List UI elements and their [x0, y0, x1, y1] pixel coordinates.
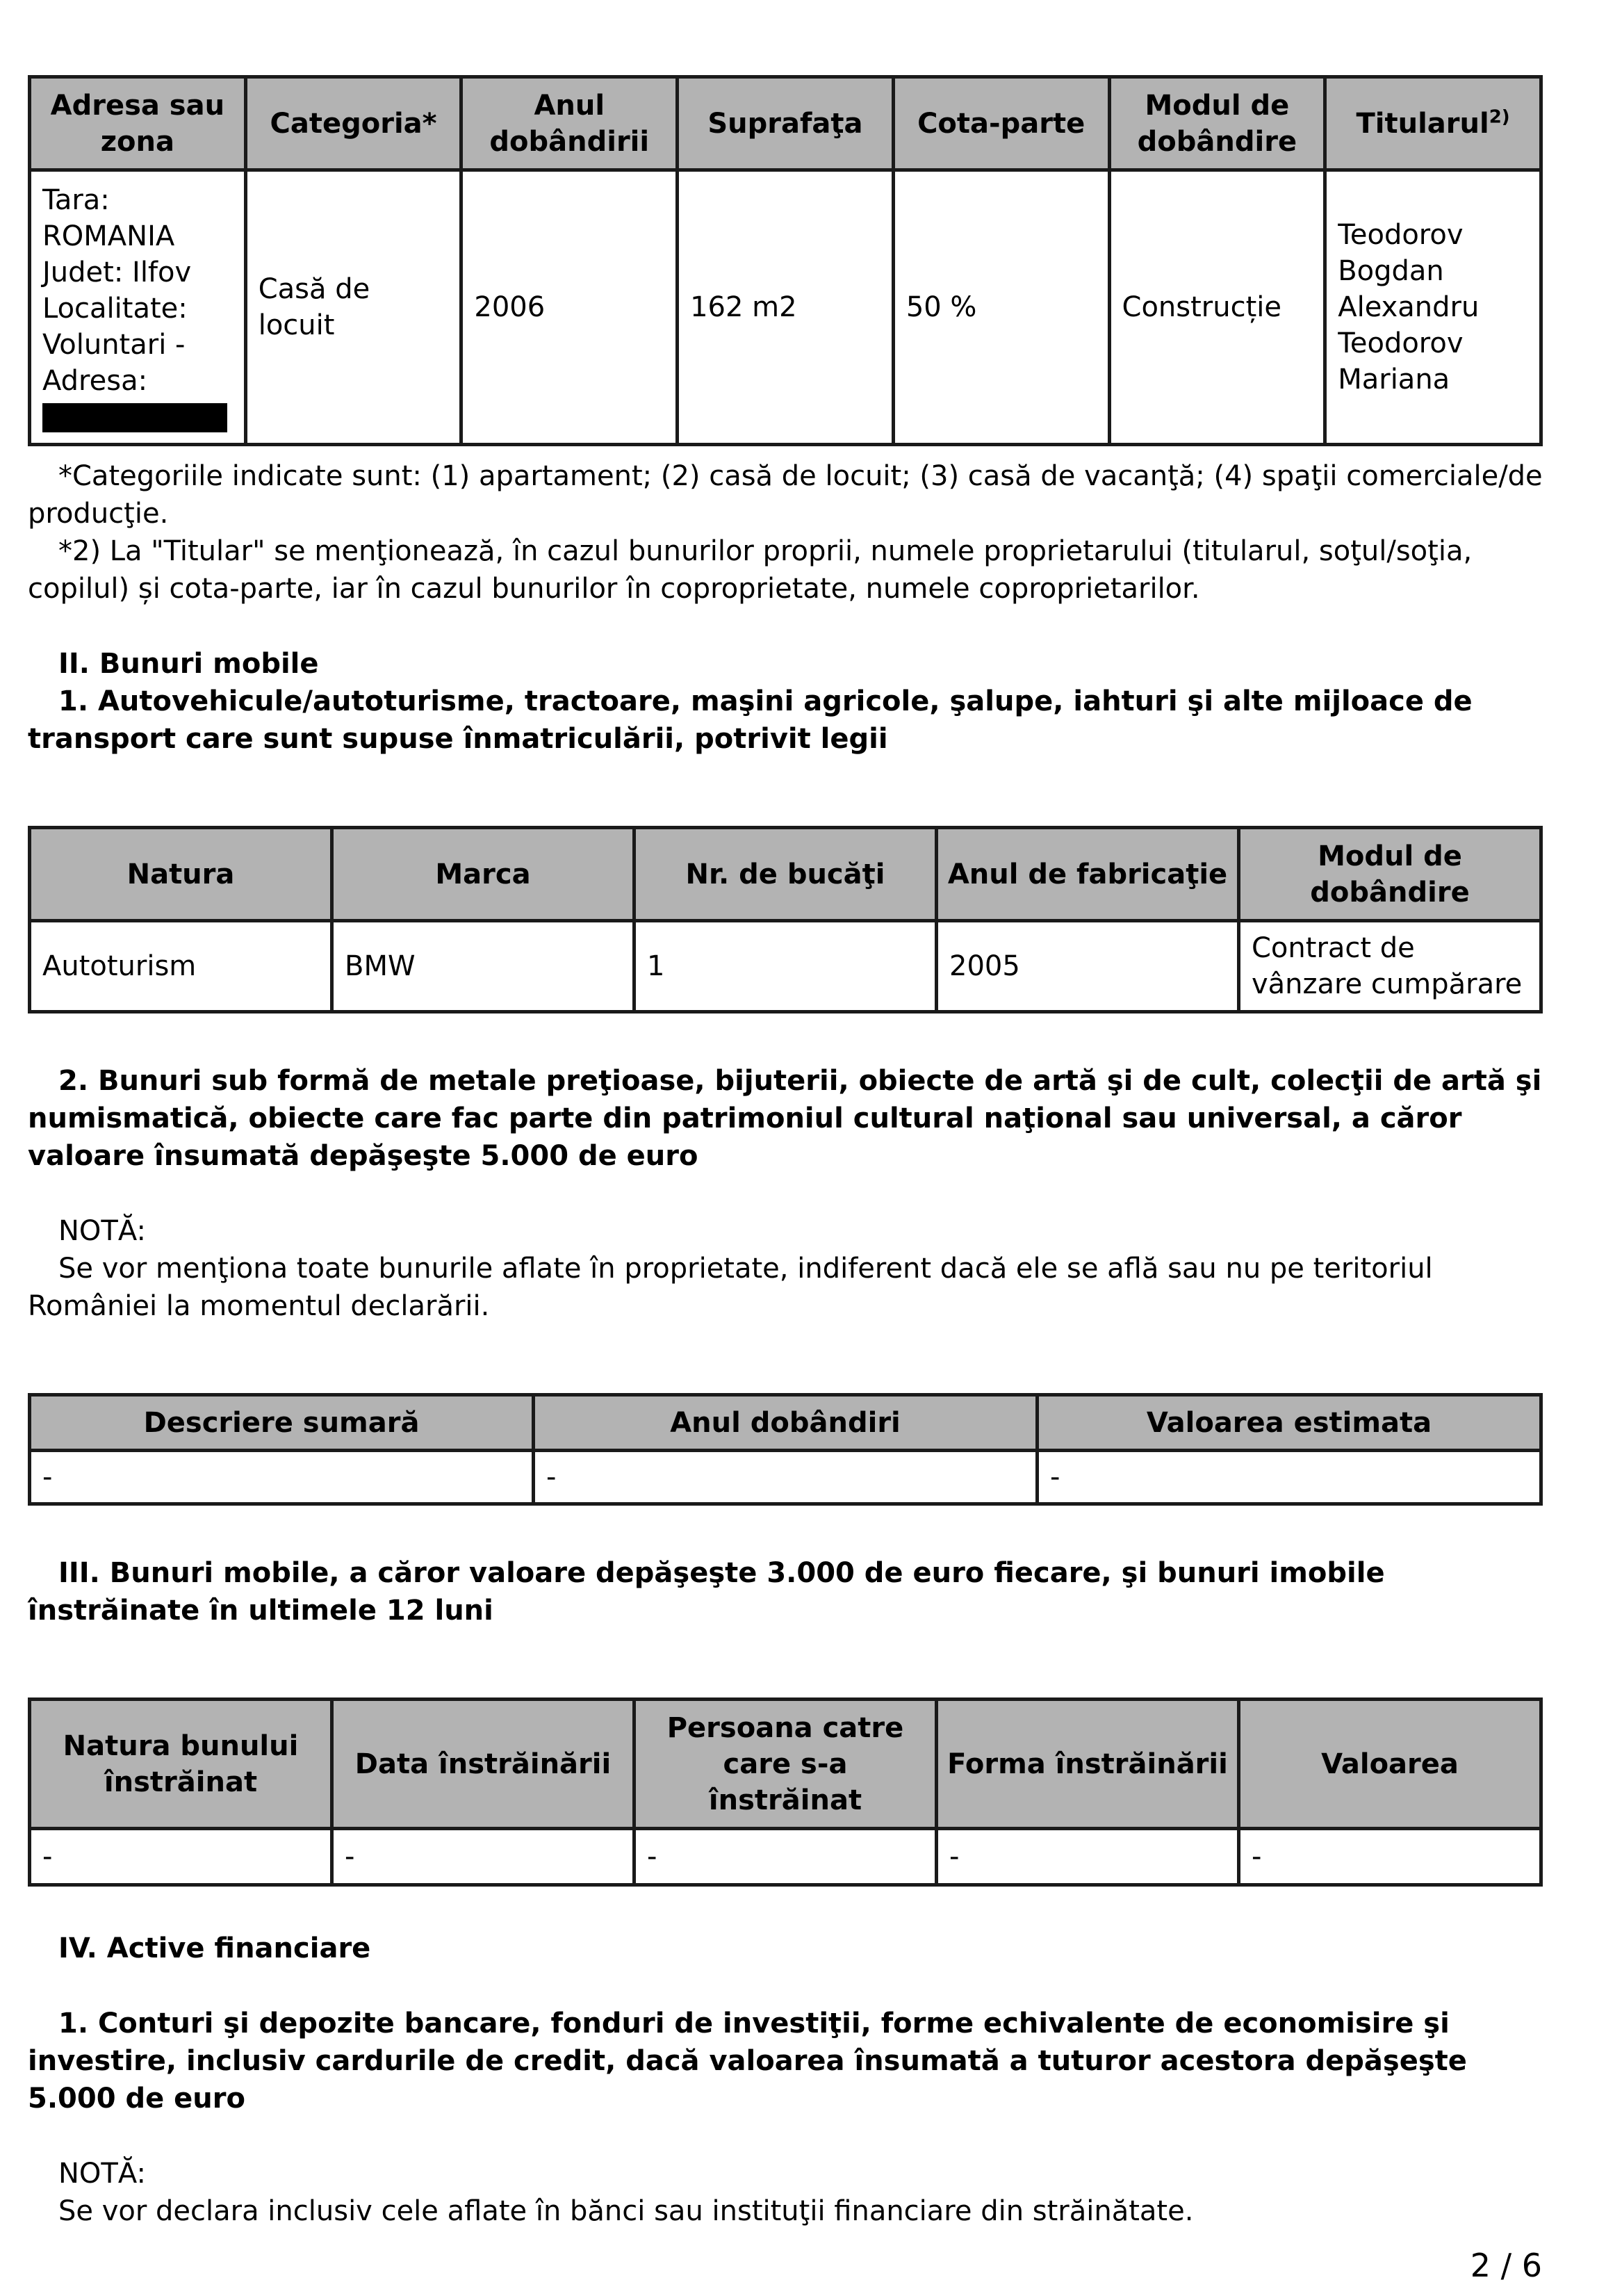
- cell-valoarea: -: [1239, 1829, 1541, 1885]
- header-natura: Natura: [30, 828, 332, 921]
- header-natura-bunului: Natura bunului înstrăinat: [30, 1700, 332, 1829]
- note-categorii: *Categoriile indicate sunt: (1) apartament; (2) casă de locuit; (3) casă de vacanţă; (4) spaţii comerciale/de producţie.: [28, 460, 1543, 530]
- header-categoria: Categoria*: [245, 77, 461, 170]
- property-table: [28, 75, 1543, 446]
- section-ii-sub2: 2. Bunuri sub formă de metale preţioase, bijuterii, obiecte de artă şi de cult, colecţii de artă şi numismatică, obiecte care fac parte din patrimoniul cultural naţional sau universal, a căror valoare însumată depăşeşte 5.000 de euro: [28, 1065, 1542, 1172]
- address-line: Judet: Ilfov: [42, 257, 192, 288]
- valuables-table: [28, 1393, 1543, 1506]
- header-anul-fabricatie: Anul de fabricaţie: [937, 828, 1239, 921]
- section-iv-title: IV. Active financiare: [58, 1932, 371, 1964]
- cell-anul: 2006: [461, 170, 678, 445]
- cell-valoarea-estimata: -: [1038, 1451, 1541, 1504]
- header-data-instrainarii: Data înstrăinării: [332, 1700, 634, 1829]
- cell-titular: [1325, 170, 1541, 445]
- header-modul-dobandire: Modul de dobândire: [1239, 828, 1541, 921]
- header-anul-dobandiri: Anul dobândiri: [534, 1395, 1038, 1451]
- titular-line: Mariana: [1338, 364, 1450, 396]
- header-marca: Marca: [332, 828, 634, 921]
- header-forma: Forma înstrăinării: [937, 1700, 1239, 1829]
- section-ii-sub1: 1. Autovehicule/autoturisme, tractoare, maşini agricole, şalupe, iahturi şi alte mijloace de transport care sunt supuse înmatriculării, potrivit legii: [28, 685, 1473, 755]
- nota-text: Se vor declara inclusiv cele aflate în bănci sau instituţii financiare din străinătate.: [58, 2195, 1194, 2227]
- note-titular: *2) La "Titular" se menţionează, în cazul bunurilor proprii, numele proprietarului (titularul, soţul/soţia, copilul) și cota-parte, iar în cazul bunurilor în coproprietate, numele coproprietarilor.: [28, 535, 1473, 605]
- section-iii-title: III. Bunuri mobile, a căror valoare depăşeşte 3.000 de euro fiecare, şi bunuri imobile înstrăinate în ultimele 12 luni: [28, 1557, 1385, 1627]
- header-adresa: Adresa sau zona: [30, 77, 246, 170]
- section-iv-sub1: 1. Conturi şi depozite bancare, fonduri de investiţii, forme echivalente de economisire şi investire, inclusiv cardurile de credit, dacă valoarea însumată a tuturor acestora depăşeşte 5.000 de euro: [28, 2008, 1467, 2115]
- cell-suprafata: 162 m2: [678, 170, 894, 445]
- document-page: [28, 75, 1543, 2230]
- table-row: [30, 1451, 1541, 1504]
- address-line: Adresa:: [42, 365, 148, 397]
- cell-descriere: -: [30, 1451, 534, 1504]
- header-persoana: Persoana catre care s-a înstrăinat: [634, 1700, 937, 1829]
- header-descriere: Descriere sumară: [30, 1395, 534, 1451]
- nota-label: NOTĂ:: [58, 1215, 146, 1247]
- header-suprafata: Suprafaţa: [678, 77, 894, 170]
- header-valoarea-estimata: Valoarea estimata: [1038, 1395, 1541, 1451]
- address-line: Tara:: [42, 184, 110, 216]
- alienated-table: [28, 1697, 1543, 1887]
- cell-cota: 50 %: [893, 170, 1109, 445]
- cell-anul-dobandiri: -: [534, 1451, 1038, 1504]
- cell-data-instrainarii: -: [332, 1829, 634, 1885]
- header-titular: [1325, 77, 1541, 170]
- nota-text: Se vor menţiona toate bunurile aflate în proprietate, indiferent dacă ele se află sau nu pe teritoriul României la momentul declarării.: [28, 1253, 1433, 1322]
- nota-label: NOTĂ:: [58, 2158, 146, 2190]
- cell-nr-bucati: 1: [634, 921, 937, 1012]
- header-titular-sup: 2): [1489, 106, 1510, 128]
- address-line: Voluntari -: [42, 329, 186, 361]
- page-number: 2 / 6: [1470, 2247, 1542, 2284]
- cell-forma: -: [937, 1829, 1239, 1885]
- header-modul: Modul de dobândire: [1109, 77, 1325, 170]
- cell-categoria: Casă de locuit: [245, 170, 461, 445]
- cell-anul-fabricatie: 2005: [937, 921, 1239, 1012]
- cell-modul-dobandire: Contract de vânzare cumpărare: [1239, 921, 1541, 1012]
- cell-modul: Construcție: [1109, 170, 1325, 445]
- section-ii-title: II. Bunuri mobile: [58, 648, 319, 680]
- header-valoarea: Valoarea: [1239, 1700, 1541, 1829]
- header-cota: Cota-parte: [893, 77, 1109, 170]
- address-line: Localitate:: [42, 293, 188, 325]
- cell-adresa: [30, 170, 246, 445]
- cell-natura: Autoturism: [30, 921, 332, 1012]
- header-titular-text: Titularul: [1356, 107, 1489, 140]
- titular-line: Teodorov: [1338, 327, 1464, 359]
- address-line: ROMANIA: [42, 220, 175, 252]
- cell-natura-bunului: -: [30, 1829, 332, 1885]
- table-row: [30, 1829, 1541, 1885]
- cell-marca: BMW: [332, 921, 634, 1012]
- titular-line: Alexandru: [1338, 291, 1480, 323]
- titular-line: Bogdan: [1338, 255, 1444, 287]
- redacted-address-box: [42, 403, 227, 432]
- titular-line: Teodorov: [1338, 219, 1464, 251]
- vehicles-table: [28, 826, 1543, 1013]
- header-anul: Anul dobândirii: [461, 77, 678, 170]
- header-nr-bucati: Nr. de bucăţi: [634, 828, 937, 921]
- cell-persoana: -: [634, 1829, 937, 1885]
- table-row: [30, 921, 1541, 1012]
